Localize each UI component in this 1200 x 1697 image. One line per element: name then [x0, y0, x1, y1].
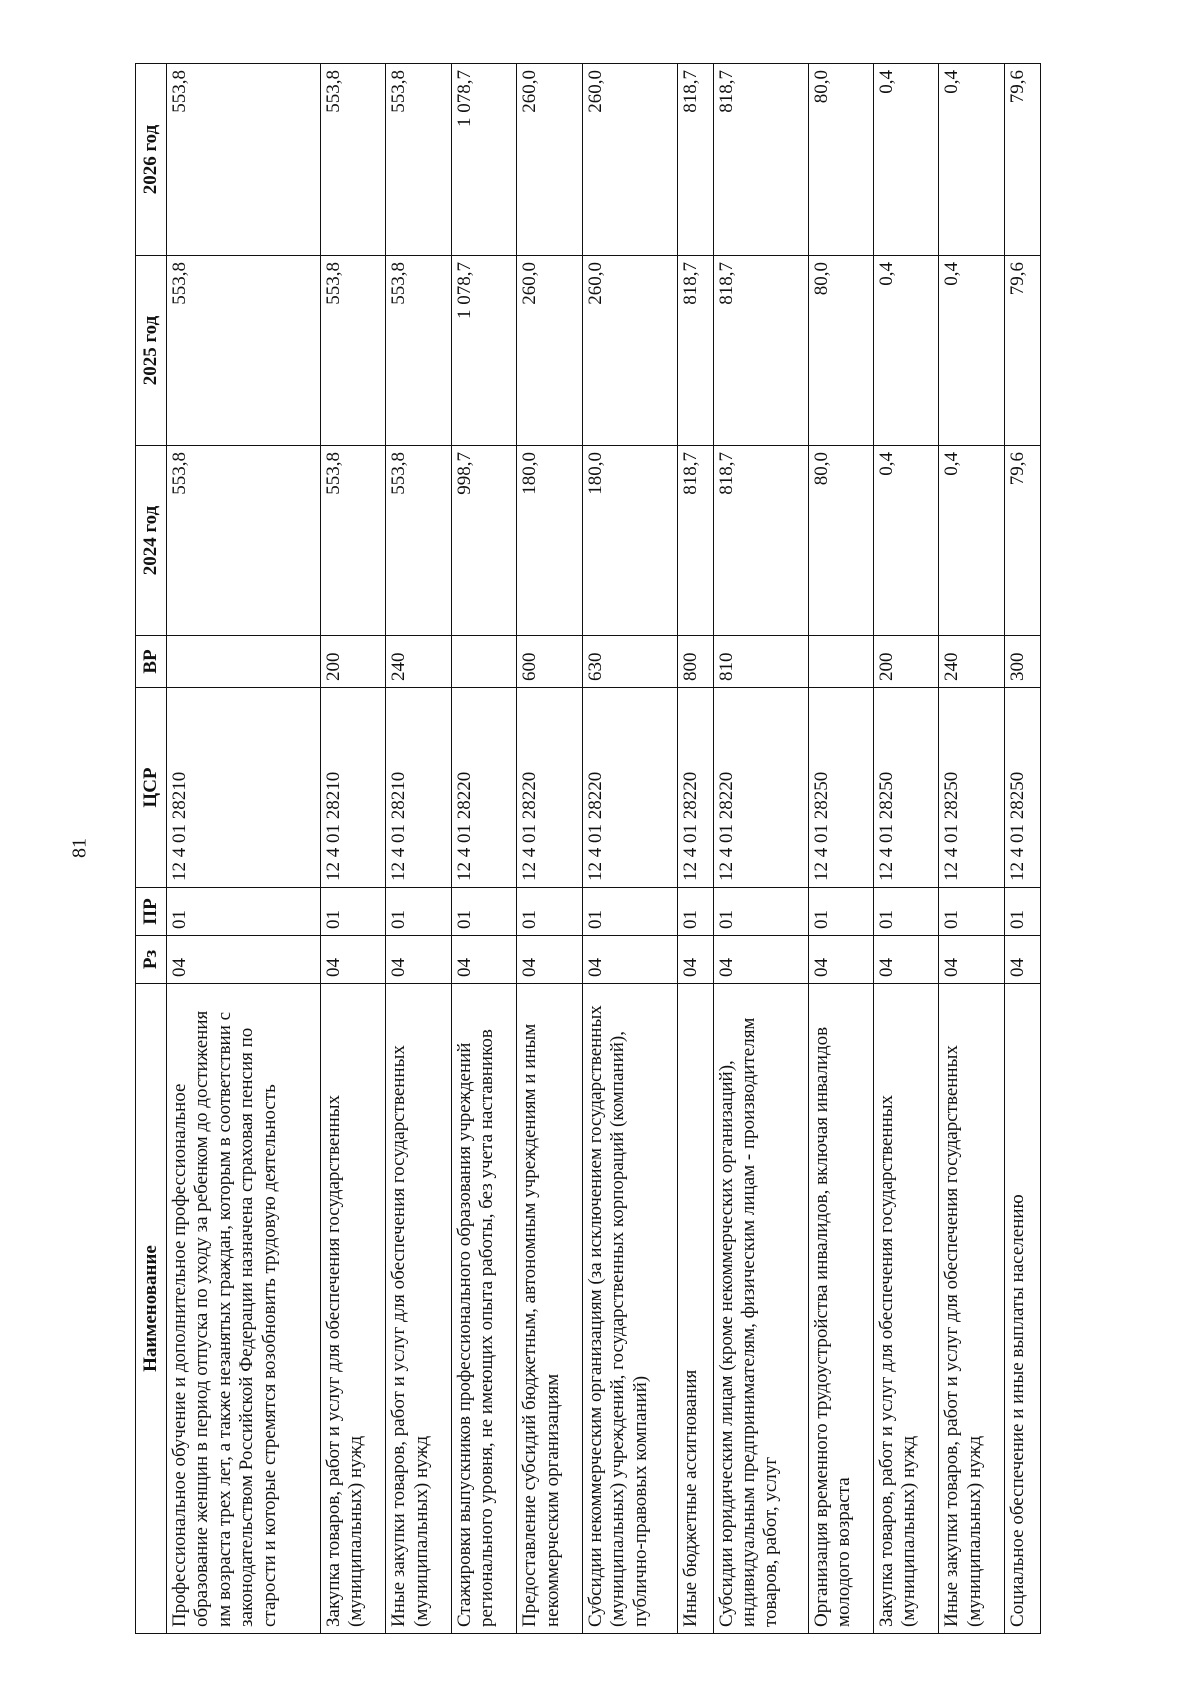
- row-csr: 12 4 01 28220: [451, 688, 516, 888]
- row-pr: 01: [939, 888, 1004, 936]
- row-2024: 79,6: [1004, 446, 1040, 636]
- row-2026: 0,4: [939, 64, 1004, 256]
- row-rz: 04: [713, 936, 808, 984]
- row-2026: 553,8: [320, 64, 385, 256]
- row-csr: 12 4 01 28220: [713, 688, 808, 888]
- row-2024: 80,0: [808, 446, 873, 636]
- row-csr: 12 4 01 28210: [386, 688, 451, 888]
- row-pr: 01: [677, 888, 713, 936]
- row-2026: 1 078,7: [451, 64, 516, 256]
- table-row: [320, 64, 385, 1634]
- row-csr: 12 4 01 28220: [677, 688, 713, 888]
- row-2026: 553,8: [167, 64, 321, 256]
- row-name: Иные бюджетные ассигнования: [677, 984, 713, 1634]
- row-rz: 04: [451, 936, 516, 984]
- row-name: Закупка товаров, работ и услуг для обеспечения государственных (муниципальных) нужд: [873, 984, 938, 1634]
- row-2025: 260,0: [582, 256, 677, 446]
- row-2025: 0,4: [939, 256, 1004, 446]
- row-2025: 818,7: [713, 256, 808, 446]
- row-pr: 01: [386, 888, 451, 936]
- header-csr: ЦСР: [136, 688, 167, 888]
- row-pr: 01: [320, 888, 385, 936]
- row-csr: 12 4 01 28250: [873, 688, 938, 888]
- row-pr: 01: [167, 888, 321, 936]
- row-vr: 240: [939, 636, 1004, 688]
- row-pr: 01: [451, 888, 516, 936]
- row-vr: [808, 636, 873, 688]
- row-2025: 0,4: [873, 256, 938, 446]
- row-rz: 04: [1004, 936, 1040, 984]
- row-vr: 600: [517, 636, 582, 688]
- row-pr: 01: [582, 888, 677, 936]
- row-rz: 04: [939, 936, 1004, 984]
- row-csr: 12 4 01 28250: [808, 688, 873, 888]
- row-2026: 0,4: [873, 64, 938, 256]
- table-header-row: [136, 64, 167, 1634]
- header-2025: 2025 год: [136, 256, 167, 446]
- row-2024: 553,8: [386, 446, 451, 636]
- row-rz: 04: [167, 936, 321, 984]
- row-2026: 80,0: [808, 64, 873, 256]
- row-2024: 553,8: [167, 446, 321, 636]
- row-name: Предоставление субсидий бюджетным, автономным учреждениям и иным некоммерческим организациям: [517, 984, 582, 1634]
- row-vr: 630: [582, 636, 677, 688]
- row-vr: 200: [873, 636, 938, 688]
- row-csr: 12 4 01 28220: [517, 688, 582, 888]
- row-name: Социальное обеспечение и иные выплаты населению: [1004, 984, 1040, 1634]
- header-2024: 2024 год: [136, 446, 167, 636]
- row-rz: 04: [677, 936, 713, 984]
- row-2026: 818,7: [713, 64, 808, 256]
- row-vr: 200: [320, 636, 385, 688]
- row-name: Профессиональное обучение и дополнительное профессиональное образование женщин в период отпуска по уходу за ребенком до достижения им возраста трех лет, а также незанятых граждан, которым в соответствии с законодательством Российской Федерации назначена страховая пенсия по старости и которые стремятся возобновить трудовую деятельность: [167, 984, 321, 1634]
- header-name: Наименование: [136, 984, 167, 1634]
- row-2025: 553,8: [320, 256, 385, 446]
- table-row: [582, 64, 677, 1634]
- row-2025: 553,8: [167, 256, 321, 446]
- rotated-table-container: [135, 64, 1041, 1634]
- row-name: Иные закупки товаров, работ и услуг для обеспечения государственных (муниципальных) нужд: [386, 984, 451, 1634]
- row-2024: 818,7: [713, 446, 808, 636]
- header-vr: ВР: [136, 636, 167, 688]
- table-row: [517, 64, 582, 1634]
- row-name: Субсидии некоммерческим организациям (за исключением государственных (муниципальных) учреждений, государственных корпораций (компаний), публично-правовых компаний): [582, 984, 677, 1634]
- row-pr: 01: [1004, 888, 1040, 936]
- header-2026: 2026 год: [136, 64, 167, 256]
- row-rz: 04: [517, 936, 582, 984]
- row-csr: 12 4 01 28250: [939, 688, 1004, 888]
- row-csr: 12 4 01 28250: [1004, 688, 1040, 888]
- row-vr: 800: [677, 636, 713, 688]
- table-row: [386, 64, 451, 1634]
- row-2025: 260,0: [517, 256, 582, 446]
- row-name: Иные закупки товаров, работ и услуг для обеспечения государственных (муниципальных) нужд: [939, 984, 1004, 1634]
- row-2026: 260,0: [517, 64, 582, 256]
- row-2025: 79,6: [1004, 256, 1040, 446]
- row-name: Стажировки выпускников профессионального образования учреждений регионального уровня, не имеющих опыта работы, без учета наставников: [451, 984, 516, 1634]
- row-2026: 553,8: [386, 64, 451, 256]
- row-name: Субсидии юридическим лицам (кроме некоммерческих организаций), индивидуальным предпринимателям, физическим лицам - производителям товаров, работ, услуг: [713, 984, 808, 1634]
- row-csr: 12 4 01 28220: [582, 688, 677, 888]
- table-row: [939, 64, 1004, 1634]
- row-name: Организация временного трудоустройства инвалидов, включая инвалидов молодого возраста: [808, 984, 873, 1634]
- table-row: [451, 64, 516, 1634]
- table-row: [713, 64, 808, 1634]
- row-pr: 01: [517, 888, 582, 936]
- table-row: [167, 64, 321, 1634]
- row-2026: 818,7: [677, 64, 713, 256]
- row-2025: 80,0: [808, 256, 873, 446]
- row-rz: 04: [582, 936, 677, 984]
- row-name: Закупка товаров, работ и услуг для обеспечения государственных (муниципальных) нужд: [320, 984, 385, 1634]
- row-2025: 818,7: [677, 256, 713, 446]
- table-row: [677, 64, 713, 1634]
- row-vr: [451, 636, 516, 688]
- row-rz: 04: [873, 936, 938, 984]
- row-rz: 04: [320, 936, 385, 984]
- row-rz: 04: [808, 936, 873, 984]
- row-2024: 553,8: [320, 446, 385, 636]
- row-vr: 240: [386, 636, 451, 688]
- row-vr: [167, 636, 321, 688]
- row-csr: 12 4 01 28210: [167, 688, 321, 888]
- row-pr: 01: [713, 888, 808, 936]
- row-2025: 553,8: [386, 256, 451, 446]
- row-2024: 998,7: [451, 446, 516, 636]
- row-pr: 01: [808, 888, 873, 936]
- row-2024: 180,0: [582, 446, 677, 636]
- row-rz: 04: [386, 936, 451, 984]
- row-2026: 260,0: [582, 64, 677, 256]
- table-row: [873, 64, 938, 1634]
- row-csr: 12 4 01 28210: [320, 688, 385, 888]
- table-row: [808, 64, 873, 1634]
- header-pr: ПР: [136, 888, 167, 936]
- row-2024: 180,0: [517, 446, 582, 636]
- row-pr: 01: [873, 888, 938, 936]
- budget-table: [135, 63, 1041, 1634]
- row-vr: 810: [713, 636, 808, 688]
- table-row: [1004, 64, 1040, 1634]
- header-rz: Рз: [136, 936, 167, 984]
- row-2024: 0,4: [939, 446, 1004, 636]
- page-number: 81: [68, 838, 91, 858]
- row-2025: 1 078,7: [451, 256, 516, 446]
- row-2026: 79,6: [1004, 64, 1040, 256]
- row-2024: 818,7: [677, 446, 713, 636]
- row-2024: 0,4: [873, 446, 938, 636]
- row-vr: 300: [1004, 636, 1040, 688]
